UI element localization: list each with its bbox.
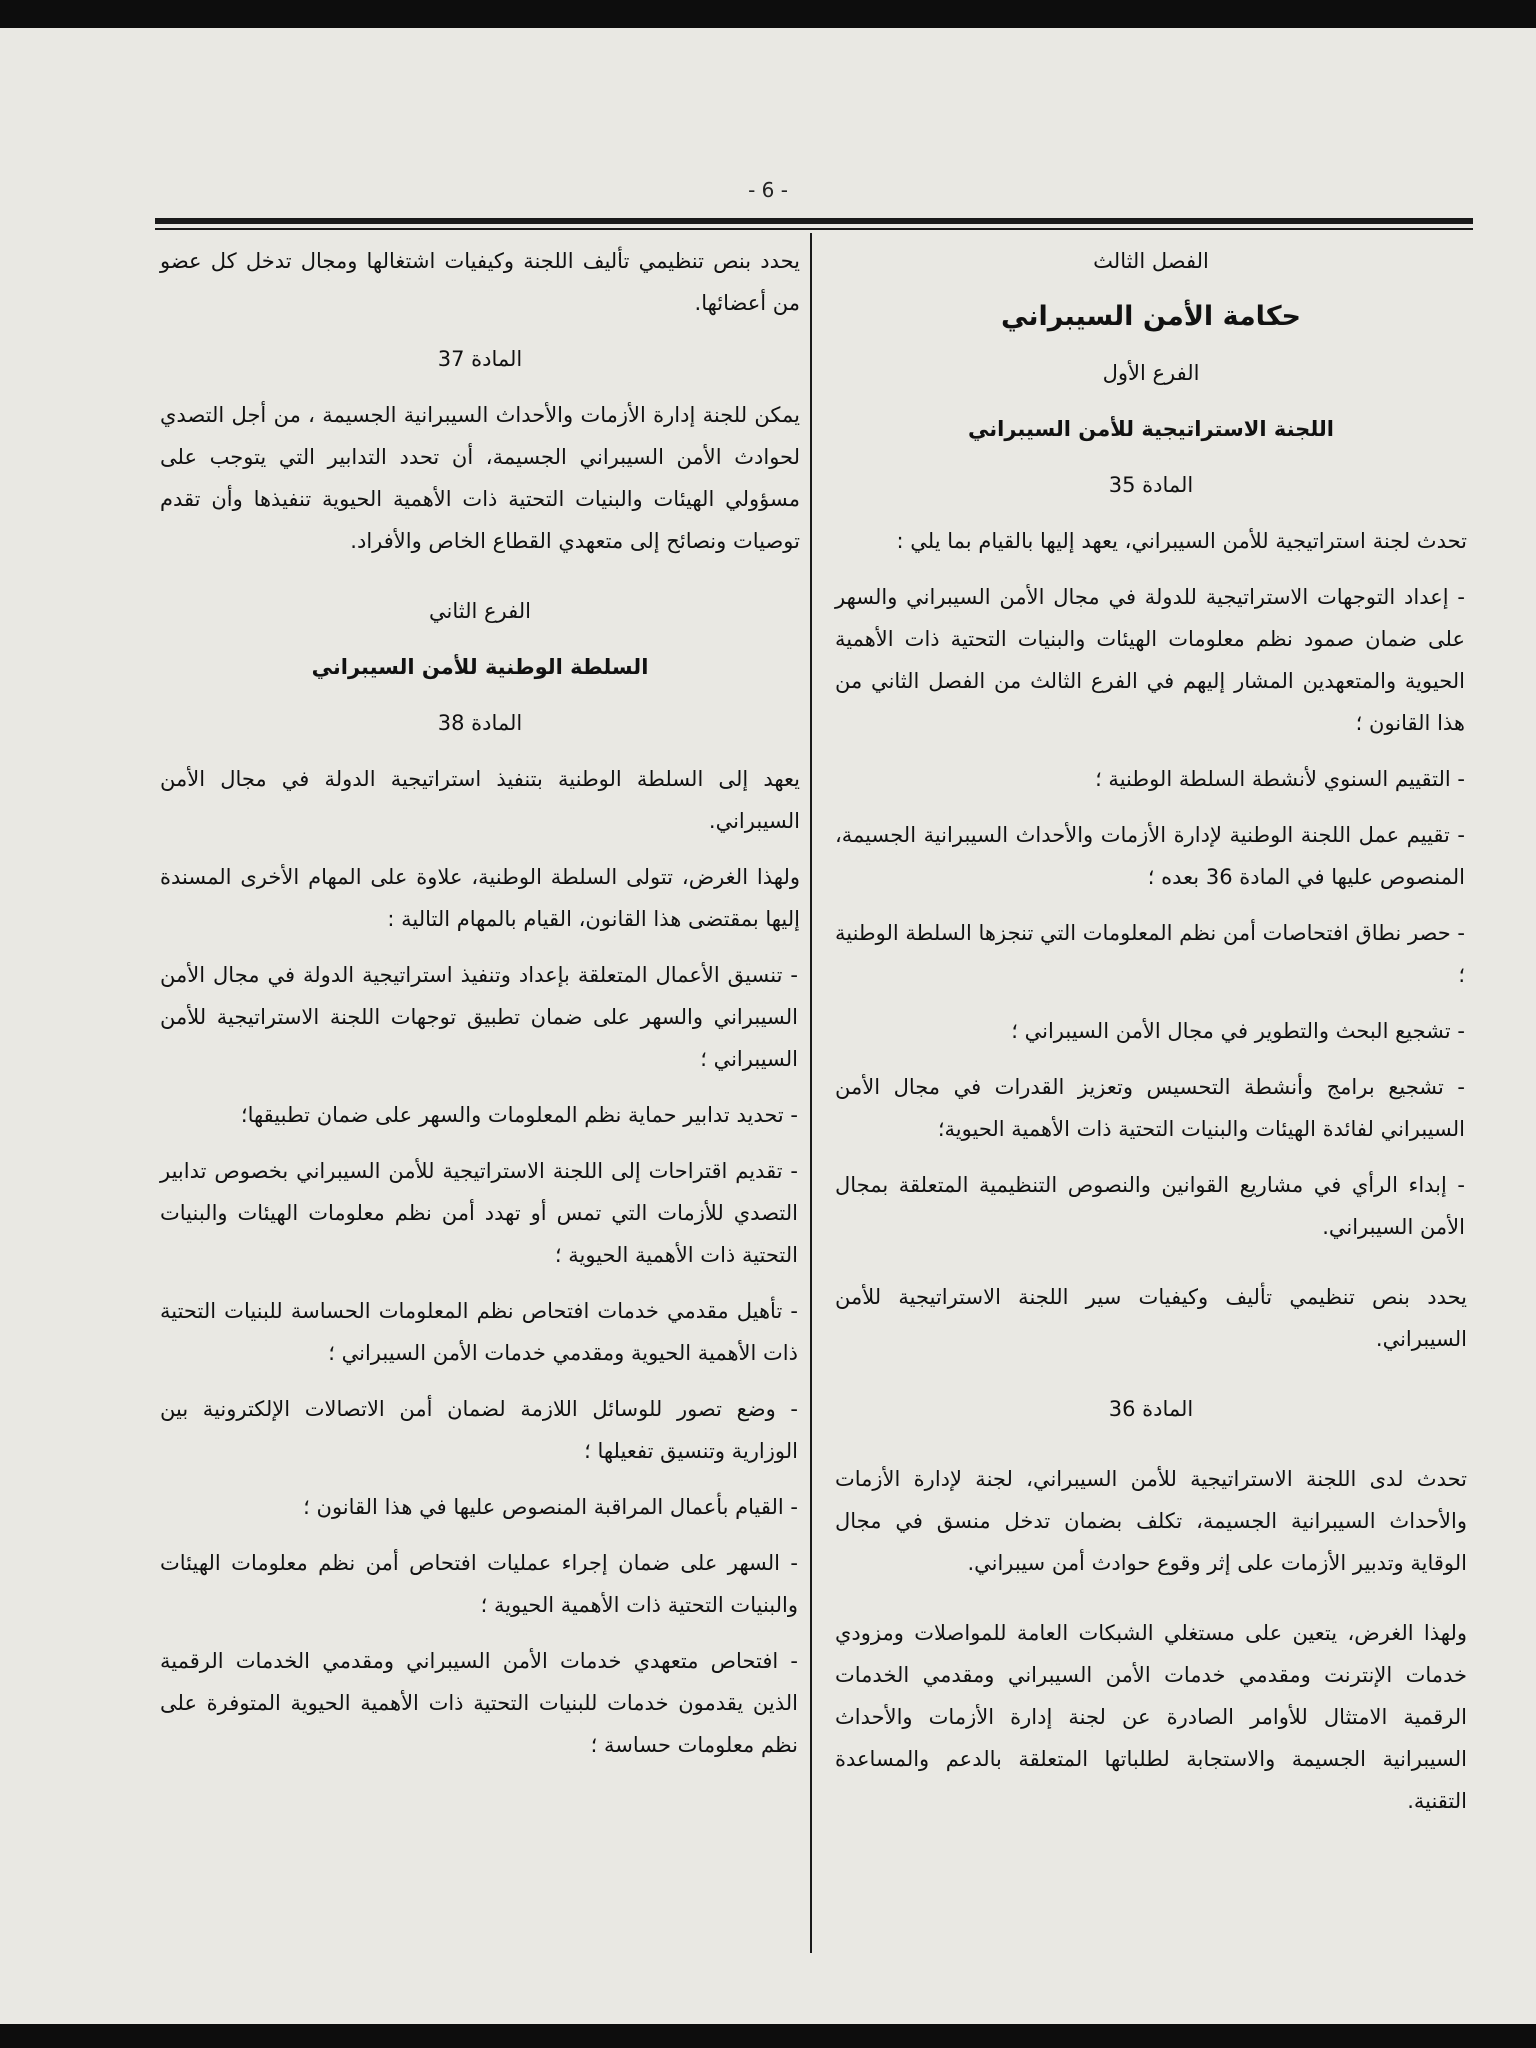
header-rule-thin: [155, 228, 1473, 230]
article-heading: المادة 37: [437, 347, 523, 371]
list-item: - تشجيع البحث والتطوير في مجال الأمن السيبراني ؛: [1011, 1019, 1465, 1043]
article-heading: المادة 36: [1108, 1397, 1194, 1421]
paragraph: يحدد بنص تنظيمي تأليف وكيفيات سير اللجنة الاستراتيجية للأمن السيبراني.: [835, 1285, 1467, 1351]
list-item: - تحديد تدابير حماية نظم المعلومات والسهر على ضمان تطبيقها؛: [240, 1103, 798, 1127]
header-rule: [155, 218, 1473, 224]
paragraph: يعهد إلى السلطة الوطنية بتنفيذ استراتيجية الدولة في مجال الأمن السيبراني.: [160, 767, 800, 833]
list-item: - إبداء الرأي في مشاريع القوانين والنصوص التنظيمية المتعلقة بمجال الأمن السيبراني.: [835, 1173, 1465, 1239]
list-item: - تقييم عمل اللجنة الوطنية لإدارة الأزمات والأحداث السيبرانية الجسيمة، المنصوص عليها في المادة 36 بعده ؛: [835, 823, 1465, 889]
section-title: اللجنة الاستراتيجية للأمن السيبراني: [968, 417, 1334, 441]
paragraph: تحدث لجنة استراتيجية للأمن السيبراني، يعهد إليها بالقيام بما يلي :: [896, 529, 1467, 553]
list-item: - افتحاص متعهدي خدمات الأمن السيبراني ومقدمي الخدمات الرقمية الذين يقدمون خدمات للبنيات التحتية ذات الأهمية الحيوية المتوفرة على نظم معلومات حساسة ؛: [160, 1649, 798, 1757]
left-column: [160, 240, 800, 1780]
list-item: - السهر على ضمان إجراء عمليات افتحاص أمن نظم معلومات الهيئات والبنيات التحتية ذات الأهمية الحيوية ؛: [160, 1551, 798, 1617]
list-item: - حصر نطاق افتحاصات أمن نظم المعلومات التي تنجزها السلطة الوطنية ؛: [835, 921, 1465, 987]
list-item: - التقييم السنوي لأنشطة السلطة الوطنية ؛: [1095, 767, 1465, 791]
article-heading: المادة 35: [1108, 473, 1194, 497]
section-label: الفرع الأول: [1102, 361, 1200, 385]
list-item: - تنسيق الأعمال المتعلقة بإعداد وتنفيذ استراتيجية الدولة في مجال الأمن السيبراني والسهر على ضمان تطبيق توجهات اللجنة الاستراتيجية للأمن السيبراني ؛: [160, 963, 798, 1071]
right-column: [835, 240, 1467, 1836]
list-item: - إعداد التوجهات الاستراتيجية للدولة في مجال الأمن السيبراني والسهر على ضمان صمود نظم معلومات الهيئات والبنيات التحتية ذات الأهمية الحيوية والمتعهدين المشار إليهم في الفرع الثالث من الفصل الثاني من هذا القانون ؛: [835, 585, 1465, 735]
section-title: السلطة الوطنية للأمن السيبراني: [311, 655, 649, 679]
chapter-title: حكامة الأمن السيبراني: [1001, 301, 1301, 332]
paragraph: ولهذا الغرض، يتعين على مستغلي الشبكات العامة للمواصلات ومزودي خدمات الإنترنت ومقدمي خدمات الأمن السيبراني ومقدمي الخدمات الرقمية الامتثال للأوامر الصادرة عن لجنة إدارة الأزمات والأحداث السيبرانية الجسيمة والاستجابة لطلباتها المتعلقة بالدعم والمساعدة التقنية.: [835, 1621, 1467, 1813]
paragraph: يمكن للجنة إدارة الأزمات والأحداث السيبرانية الجسيمة ، من أجل التصدي لحوادث الأمن السيبراني الجسيمة، أن تحدد التدابير التي يتوجب على مسؤولي الهيئات والبنيات التحتية ذات الأهمية الحيوية تنفيذها وأن تقدم توصيات ونصائح إلى متعهدي القطاع الخاص والأفراد.: [160, 403, 800, 553]
list-item: - تأهيل مقدمي خدمات افتحاص نظم المعلومات الحساسة للبنيات التحتية ذات الأهمية الحيوية ومقدمي خدمات الأمن السيبراني ؛: [160, 1299, 798, 1365]
paragraph: تحدث لدى اللجنة الاستراتيجية للأمن السيبراني، لجنة لإدارة الأزمات والأحداث السيبرانية الجسيمة، تكلف بضمان تدخل منسق في مجال الوقاية وتدبير الأزمات على إثر وقوع حوادث أمن سيبراني.: [835, 1467, 1467, 1575]
document-page: [0, 28, 1536, 2024]
section-label: الفرع الثاني: [429, 599, 531, 623]
paragraph: ولهذا الغرض، تتولى السلطة الوطنية، علاوة على المهام الأخرى المسندة إليها بمقتضى هذا القانون، القيام بالمهام التالية :: [160, 865, 800, 931]
column-divider: [810, 233, 812, 1953]
list-item: - تشجيع برامج وأنشطة التحسيس وتعزيز القدرات في مجال الأمن السيبراني لفائدة الهيئات والبنيات التحتية ذات الأهمية الحيوية؛: [835, 1075, 1465, 1141]
list-item: - وضع تصور للوسائل اللازمة لضمان أمن الاتصالات الإلكترونية بين الوزارية وتنسيق تفعيلها ؛: [160, 1397, 798, 1463]
article-heading: المادة 38: [437, 711, 523, 735]
page-number: - 6 -: [748, 178, 788, 202]
list-item: - القيام بأعمال المراقبة المنصوص عليها في هذا القانون ؛: [303, 1495, 798, 1519]
paragraph: يحدد بنص تنظيمي تأليف اللجنة وكيفيات اشتغالها ومجال تدخل كل عضو من أعضائها.: [160, 249, 800, 315]
list-item: - تقديم اقتراحات إلى اللجنة الاستراتيجية للأمن السيبراني بخصوص تدابير التصدي للأزمات التي تمس أو تهدد أمن نظم معلومات الهيئات والبنيات التحتية ذات الأهمية الحيوية ؛: [160, 1159, 798, 1267]
chapter-label: الفصل الثالث: [1093, 249, 1209, 273]
